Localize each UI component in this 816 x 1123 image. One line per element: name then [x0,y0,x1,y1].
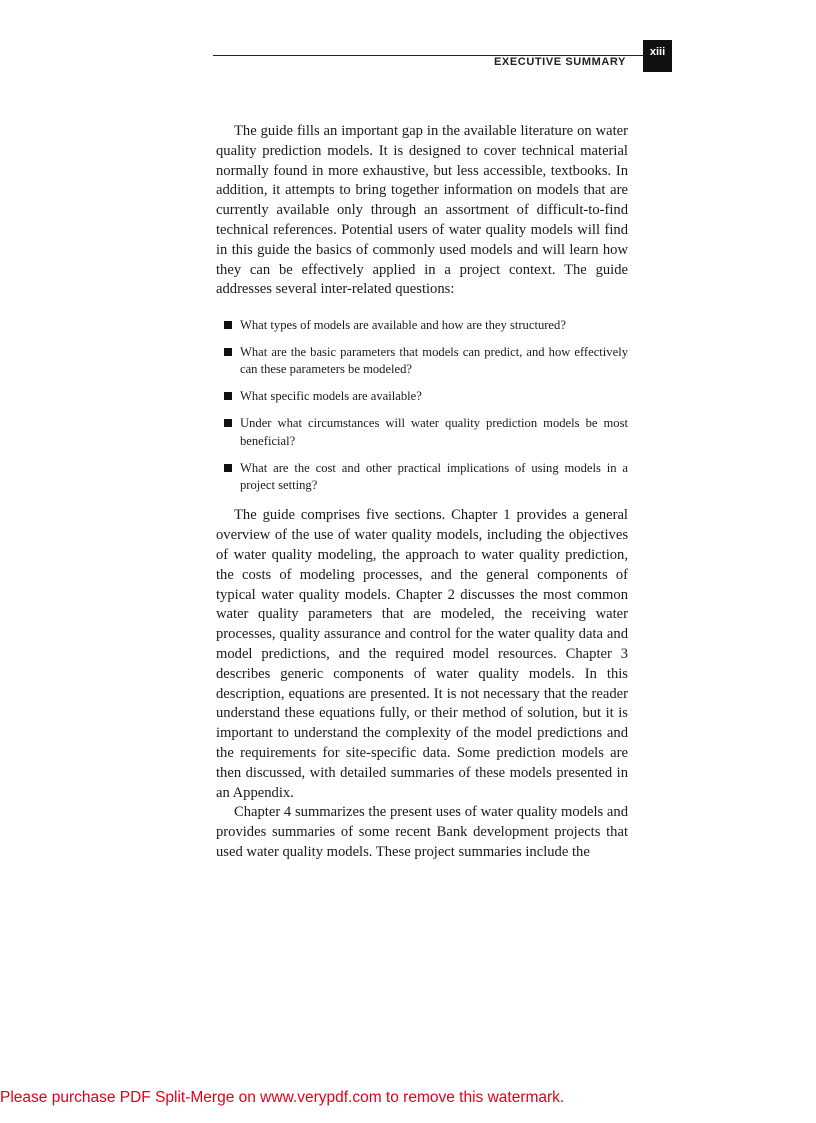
list-item [216,460,628,495]
list-item-text: What specific models are available? [240,389,422,404]
bullet-square-icon [224,464,232,472]
list-item [216,415,628,450]
list-item-text: What types of models are available and how are they structured? [240,318,566,333]
watermark-text: Please purchase PDF Split-Merge on www.verypdf.com to remove this watermark. [0,1089,565,1106]
questions-list [216,317,628,494]
list-item [216,317,628,334]
bullet-square-icon [224,321,232,329]
bullet-square-icon [224,348,232,356]
sections-paragraph: The guide comprises five sections. Chapter 1 provides a general overview of the use of water quality models, including the objectives of water quality modeling, the approach to water quality prediction, the costs of modeling processes, and the general components of typical water quality models. Chapter 2 discusses the most common water quality parameters that are modeled, the receiving water processes, quality assurance and control for the water quality data and model predictions, and the required model resources. Chapter 3 describes generic components of water quality models. In this description, equations are presented. It is not necessary that the reader understand these equations fully, or their method of solution, but it is important to understand the complexity of the model predictions and the requirements for site-specific data. Some prediction models are then discussed, with detailed summaries of these models presented in an Appendix. [216,507,628,801]
list-item [216,388,628,405]
page-number-tab: xiii [643,40,672,72]
bullet-square-icon [224,419,232,427]
list-item-text: Under what circumstances will water quality prediction models be most beneficial? [240,416,628,448]
bullet-square-icon [224,392,232,400]
intro-paragraph: The guide fills an important gap in the available literature on water quality prediction models. It is designed to cover technical material normally found in more exhaustive, but less accessible, textbooks. In addition, it attempts to bring together information on models that are currently available only through an assortment of difficult-to-find technical references. Potential users of water quality models will find in this guide the basics of commonly used models and will learn how they can be effectively applied in a project context. The guide addresses several inter-related questions: [216,123,628,298]
list-item-text: What are the basic parameters that models can predict, and how effectively can these parameters be modeled? [240,345,628,377]
body-text [216,122,628,863]
list-item [216,344,628,379]
running-head: EXECUTIVE SUMMARY [493,56,626,68]
list-item-text: What are the cost and other practical implications of using models in a project setting? [240,460,628,493]
chapter4-paragraph: Chapter 4 summarizes the present uses of water quality models and provides summaries of some recent Bank development projects that used water quality models. These project summaries include the [216,804,628,860]
